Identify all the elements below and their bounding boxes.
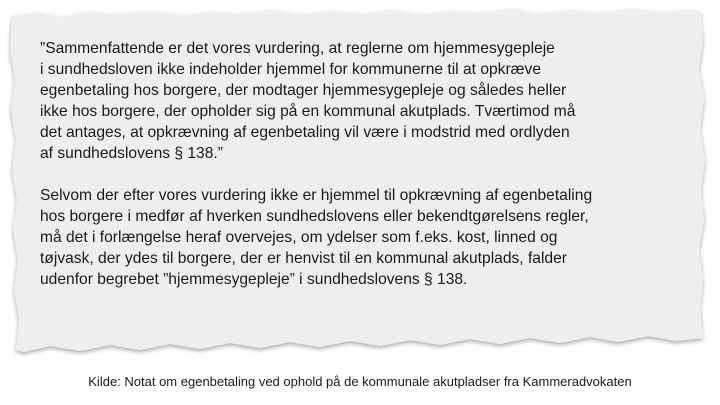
text-line: i sundhedsloven ikke indeholder hjemmel for kommunerne til at opkræve [40,61,541,78]
text-line: af sundhedslovens § 138.” [40,145,223,162]
text-line: må det i forlængelse heraf overvejes, om ydelser som f.eks. kost, linned og [40,229,558,246]
text-line: tøjvask, der ydes til borgere, der er henvist til en kommunal akutplads, falder [40,250,567,267]
text-line: det antages, at opkrævning af egenbetaling vil være i modstrid med ordlyden [40,124,570,141]
source-caption: Kilde: Notat om egenbetaling ved ophold på de kommunale akutpladser fra Kammeradvokaten [88,374,632,389]
text-line: egenbetaling hos borgere, der modtager hjemmesygepleje og således heller [40,82,567,99]
text-line: hos borgere i medfør af hverken sundhedslovens eller bekendtgørelsens regler, [40,208,589,225]
text-line: udenfor begrebet ”hjemmesygepleje” i sundhedslovens § 138. [40,271,468,288]
text-line: ”Sammenfattende er det vores vurdering, at reglerne om hjemmesygepleje [40,40,555,57]
quote-paragraph-1 [40,38,690,164]
text-line: ikke hos borgere, der opholder sig på en kommunal akutplads. Tværtimod må [40,103,576,120]
quote-body [40,38,690,290]
quote-paragraph-2 [40,185,690,290]
text-line: Selvom der efter vores vurdering ikke er hjemmel til opkrævning af egenbetaling [40,187,593,204]
